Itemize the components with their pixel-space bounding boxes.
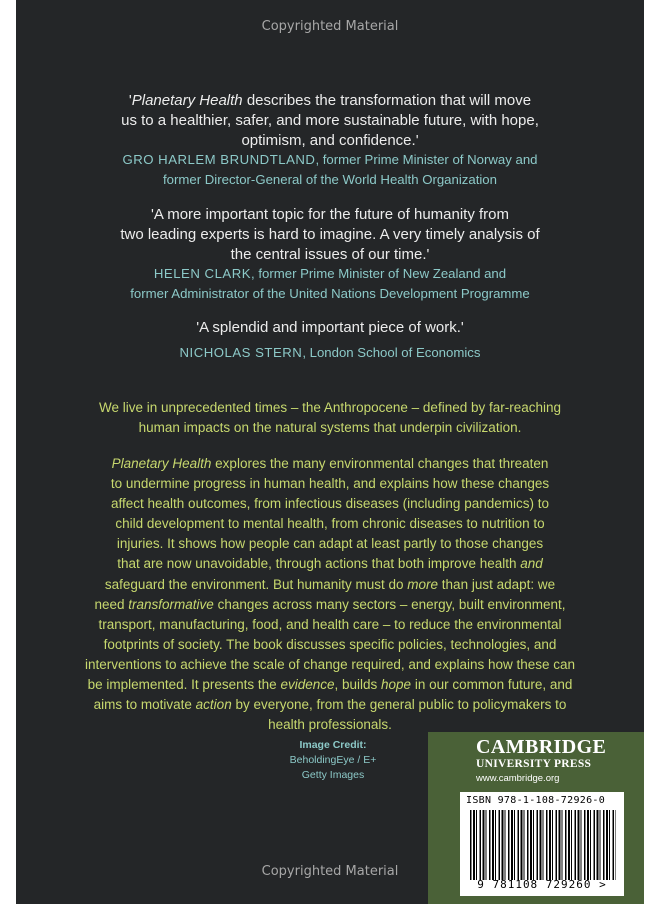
image-credit-heading: Image Credit: bbox=[299, 739, 367, 751]
quote-line: 'Planetary Health describes the transformation that will move bbox=[128, 92, 532, 109]
body-line: injuries. It shows how people can adapt at least partly to those changes bbox=[116, 536, 544, 552]
image-credit bbox=[278, 738, 388, 783]
quote-line: 'A more important topic for the future of humanity from bbox=[150, 206, 510, 223]
body-line: need transformative changes across many sectors – energy, built environment, bbox=[94, 596, 566, 612]
attribution-name: NICHOLAS STERN bbox=[179, 345, 303, 360]
body-line: Planetary Health explores the many environmental changes that threaten bbox=[111, 456, 549, 471]
body-line: interventions to achieve the scale of change required, and explains how these can bbox=[84, 656, 576, 672]
quote-stern bbox=[16, 318, 644, 338]
body-line: that are now unavoidable, through actions that both improve health and bbox=[117, 556, 543, 572]
book-back-cover bbox=[16, 0, 644, 904]
body-line: to undermine progress in human health, and explains how these changes bbox=[110, 476, 550, 492]
image-credit-line: Getty Images bbox=[301, 769, 365, 781]
publisher-logo-sub: UNIVERSITY PRESS bbox=[476, 758, 592, 770]
body-line: affect health outcomes, from infectious diseases (including pandemics) to bbox=[111, 496, 549, 512]
quote-line: two leading experts is hard to imagine. A very timely analysis of bbox=[120, 226, 540, 243]
image-credit-line: BeholdingEye / E+ bbox=[289, 754, 377, 766]
book-title: Planetary Health bbox=[111, 456, 212, 471]
body-line: health professionals. bbox=[268, 717, 392, 733]
publisher-logo-name: CAMBRIDGE bbox=[476, 736, 607, 758]
attribution-role: former Director-General of the World Health Organization bbox=[163, 172, 497, 187]
body-line: footprints of society. The book discusses specific policies, technologies, and bbox=[103, 636, 557, 652]
quote-line: us to a healthier, safer, and more sustainable future, with hope, bbox=[121, 112, 539, 129]
attribution-role: former Administrator of the United Nations Development Programme bbox=[130, 286, 530, 301]
watermark-bottom: Copyrighted Material bbox=[261, 864, 399, 879]
isbn-text: ISBN 978-1-108-72926-0 bbox=[466, 795, 606, 806]
attribution-clark bbox=[16, 264, 644, 304]
quote-line: 'A splendid and important piece of work.' bbox=[196, 319, 464, 336]
attribution-stern bbox=[16, 343, 644, 363]
body-line: safeguard the environment. But humanity must do more than just adapt: we bbox=[104, 576, 556, 592]
watermark-top: Copyrighted Material bbox=[261, 19, 399, 34]
body-line: child development to mental health, from chronic diseases to nutrition to bbox=[115, 516, 545, 532]
intro-line: We live in unprecedented times – the Anthropocene – defined by far-reaching bbox=[98, 400, 562, 415]
intro-paragraph bbox=[46, 398, 614, 438]
attribution-role: , former Prime Minister of New Zealand and bbox=[251, 266, 507, 281]
attribution-role: , former Prime Minister of Norway and bbox=[315, 152, 538, 167]
quote-line: optimism, and confidence.' bbox=[241, 132, 419, 149]
isbn-barcode bbox=[460, 792, 624, 896]
quote-clark bbox=[16, 205, 644, 265]
body-line: transport, manufacturing, food, and health care – to reduce the environmental bbox=[98, 616, 562, 632]
body-line: aims to motivate action by everyone, from the general public to policymakers to bbox=[93, 697, 567, 713]
attribution-role: , London School of Economics bbox=[302, 345, 481, 360]
attribution-name: GRO HARLEM BRUNDTLAND bbox=[122, 152, 316, 167]
barcode-digits: 9 781108 729260 > bbox=[477, 878, 607, 891]
book-title: Planetary Health bbox=[131, 92, 243, 109]
description-paragraph bbox=[46, 454, 614, 735]
attribution-brundtland bbox=[16, 150, 644, 190]
attribution-name: HELEN CLARK bbox=[153, 266, 252, 281]
quote-line: the central issues of our time.' bbox=[230, 246, 430, 263]
body-line: be implemented. It presents the evidence, builds hope in our common future, and bbox=[87, 677, 573, 693]
publisher-url: www.cambridge.org bbox=[476, 773, 560, 784]
intro-line: human impacts on the natural systems that underpin civilization. bbox=[138, 420, 522, 436]
quote-brundtland bbox=[16, 91, 644, 151]
